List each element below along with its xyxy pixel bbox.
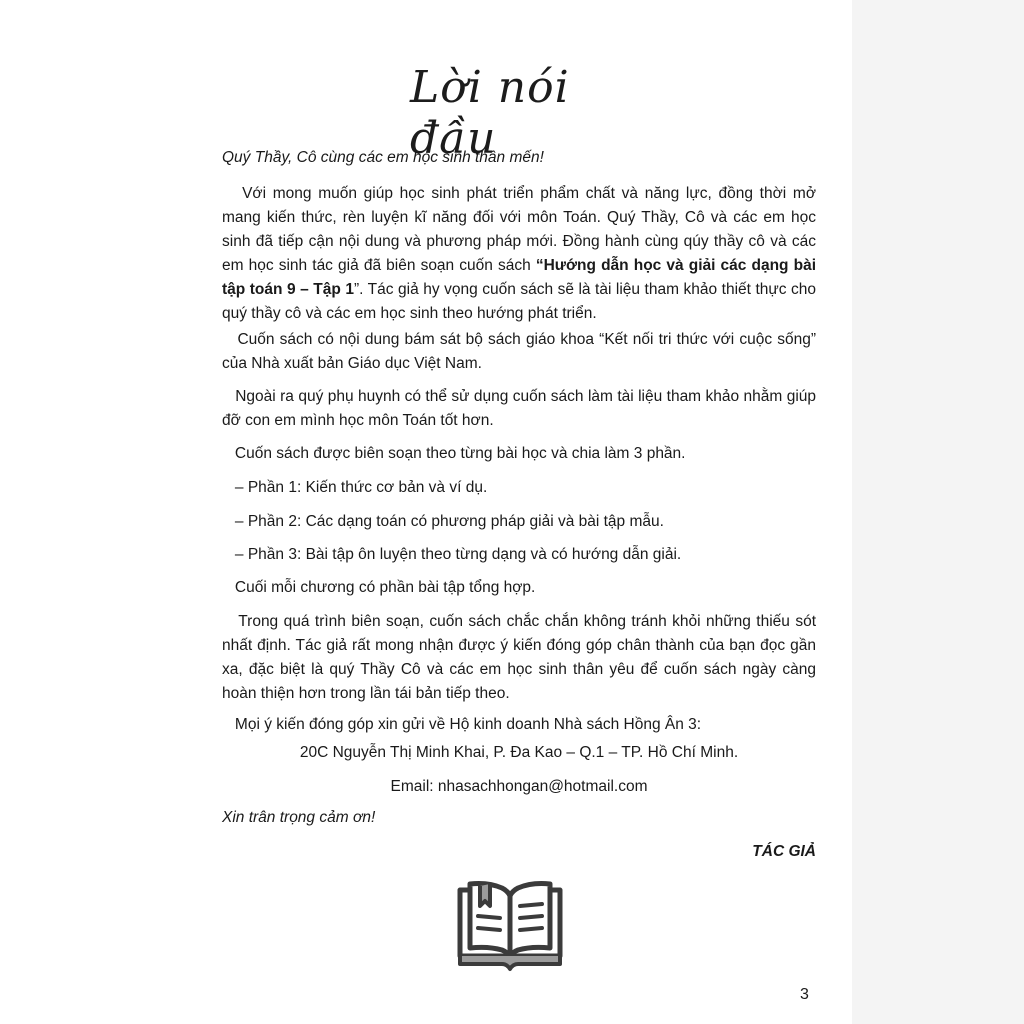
structure-text: Cuốn sách được biên soạn theo từng bài học và chia làm 3 phần. [234, 445, 686, 462]
parents-text: Ngoài ra quý phụ huynh có thể sử dụng cuốn sách làm tài liệu tham khảo nhằm giúp đỡ con em mình học môn Toán tốt hơn. [222, 388, 817, 429]
summary-text: Cuối mỗi chương có phần bài tập tổng hợp. [234, 579, 536, 596]
part-item [222, 476, 816, 500]
intro-text: Với mong muốn giúp học sinh phát triển phẩm chất và năng lực, đồng thời mở mang kiến thức, rèn luyện kĩ năng đối với môn Toán. Quý Thầy, Cô và các em học sinh đã tiếp cận nội dung và phương pháp mới. Đồng hành cùng qúy thầy cô và các em học sinh tác giả đã biên soạn cuốn sách [222, 185, 816, 274]
structure-paragraph [222, 442, 816, 466]
part-item [222, 510, 816, 534]
feedback-text: Trong quá trình biên soạn, cuốn sách chắc chắn không tránh khỏi những thiếu sót nhất định. Tác giả rất mong nhận được ý kiến đóng góp chân thành của bạn đọc gần xa, đặc biệt là quý Thầy Cô và các em học sinh thân yêu để cuốn sách ngày càng hoàn thiện hơn trong lần tái bản tiếp theo. [222, 613, 816, 702]
part-1-text: – Phần 1: Kiến thức cơ bản và ví dụ. [234, 479, 488, 496]
part-item [222, 543, 816, 567]
part-2-text: – Phần 2: Các dạng toán có phương pháp giải và bài tập mẫu. [234, 513, 664, 530]
book-title: “Hướng dẫn học và giải các dạng bài tập toán 9 – Tập 1 [222, 257, 817, 298]
thanks: Xin trân trọng cảm ơn! [222, 809, 376, 826]
page-title: Lời nói đầu [410, 62, 570, 164]
contact-paragraph [222, 713, 816, 737]
summary-paragraph [222, 576, 816, 600]
page-number: 3 [800, 986, 809, 1003]
address: 20C Nguyễn Thị Minh Khai, P. Đa Kao – Q.1 – TP. Hồ Chí Minh. [299, 744, 739, 761]
contact-text: Mọi ý kiến đóng góp xin gửi về Hộ kinh doanh Nhà sách Hồng Ân 3: [234, 716, 702, 733]
textbook-paragraph [222, 328, 816, 376]
textbook-text: Cuốn sách có nội dung bám sát bộ sách giáo khoa “Kết nối tri thức với cuộc sống” của Nhà xuất bản Giáo dục Việt Nam. [222, 331, 816, 372]
feedback-paragraph [222, 610, 816, 706]
greeting: Quý Thầy, Cô cùng các em học sinh thân mến! [222, 149, 544, 166]
part-3-text: – Phần 3: Bài tập ôn luyện theo từng dạng và có hướng dẫn giải. [234, 546, 682, 563]
intro-text-end: ”. Tác giả hy vọng cuốn sách sẽ là tài liệu tham khảo thiết thực cho quý thầy cô và các em học sinh theo hướng phát triển. [222, 281, 817, 322]
page-edge [852, 0, 1024, 1024]
parents-paragraph [222, 385, 816, 433]
intro-paragraph [222, 182, 816, 326]
open-book-icon [452, 876, 568, 972]
email: Email: nhasachhongan@hotmail.com [390, 778, 648, 795]
author-signature: TÁC GIẢ [752, 843, 816, 860]
